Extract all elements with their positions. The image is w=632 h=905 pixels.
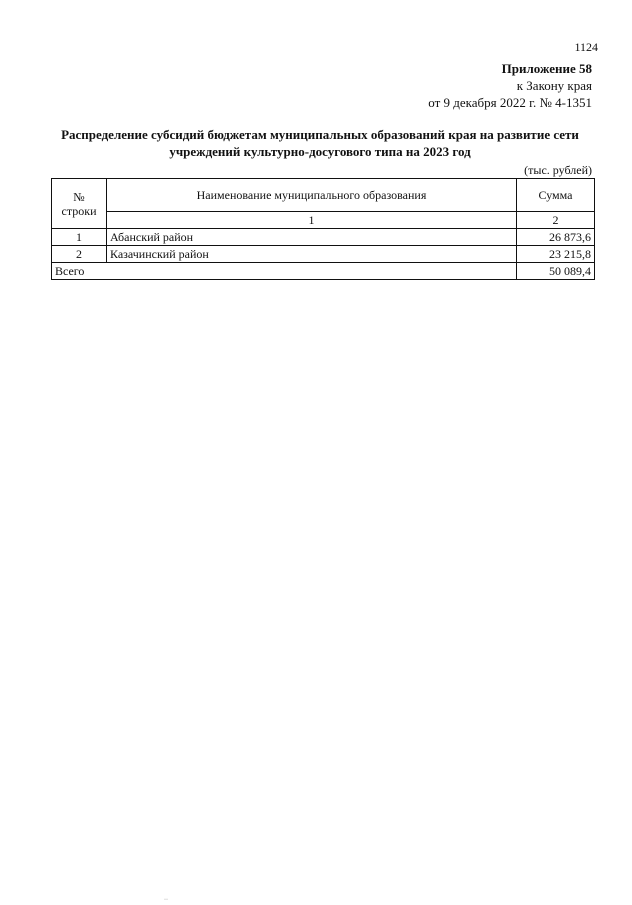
scan-mark: ··: [164, 897, 168, 903]
row-municipality-name: Казачинский район: [107, 246, 517, 263]
index-name-column: 1: [107, 212, 517, 229]
appendix-block: [428, 60, 592, 111]
document-title: [40, 126, 600, 160]
row-number: 1: [52, 229, 107, 246]
row-municipality-name: Абанский район: [107, 229, 517, 246]
table-index-row: [52, 212, 595, 229]
document-title-line-1: Распределение субсидий бюджетам муниципальных образований края на развитие сети: [61, 127, 579, 142]
header-row-number-line-1: №: [73, 189, 85, 204]
header-sum: Сумма: [517, 179, 595, 212]
table-row: [52, 246, 595, 263]
document-title-line-2: учреждений культурно-досугового типа на 2023 год: [169, 144, 471, 159]
subsidies-table: [51, 178, 595, 280]
page-number: 1124: [574, 40, 598, 54]
index-sum-column: 2: [517, 212, 595, 229]
header-municipality-name: Наименование муниципального образования: [107, 179, 517, 212]
header-row-number-line-2: строки: [61, 203, 97, 218]
appendix-law-date: от 9 декабря 2022 г. № 4-1351: [428, 95, 592, 110]
row-number: 2: [52, 246, 107, 263]
appendix-law-reference: к Закону края: [516, 78, 592, 93]
table-row: [52, 229, 595, 246]
header-row-number: [52, 179, 107, 229]
row-sum: 23 215,8: [517, 246, 595, 263]
appendix-title: Приложение 58: [501, 61, 592, 76]
table-total-row: [52, 263, 595, 280]
table-header-row: [52, 179, 595, 212]
row-sum: 26 873,6: [517, 229, 595, 246]
total-sum: 50 089,4: [517, 263, 595, 280]
units-label: (тыс. рублей): [524, 163, 592, 177]
total-label: Всего: [52, 263, 517, 280]
